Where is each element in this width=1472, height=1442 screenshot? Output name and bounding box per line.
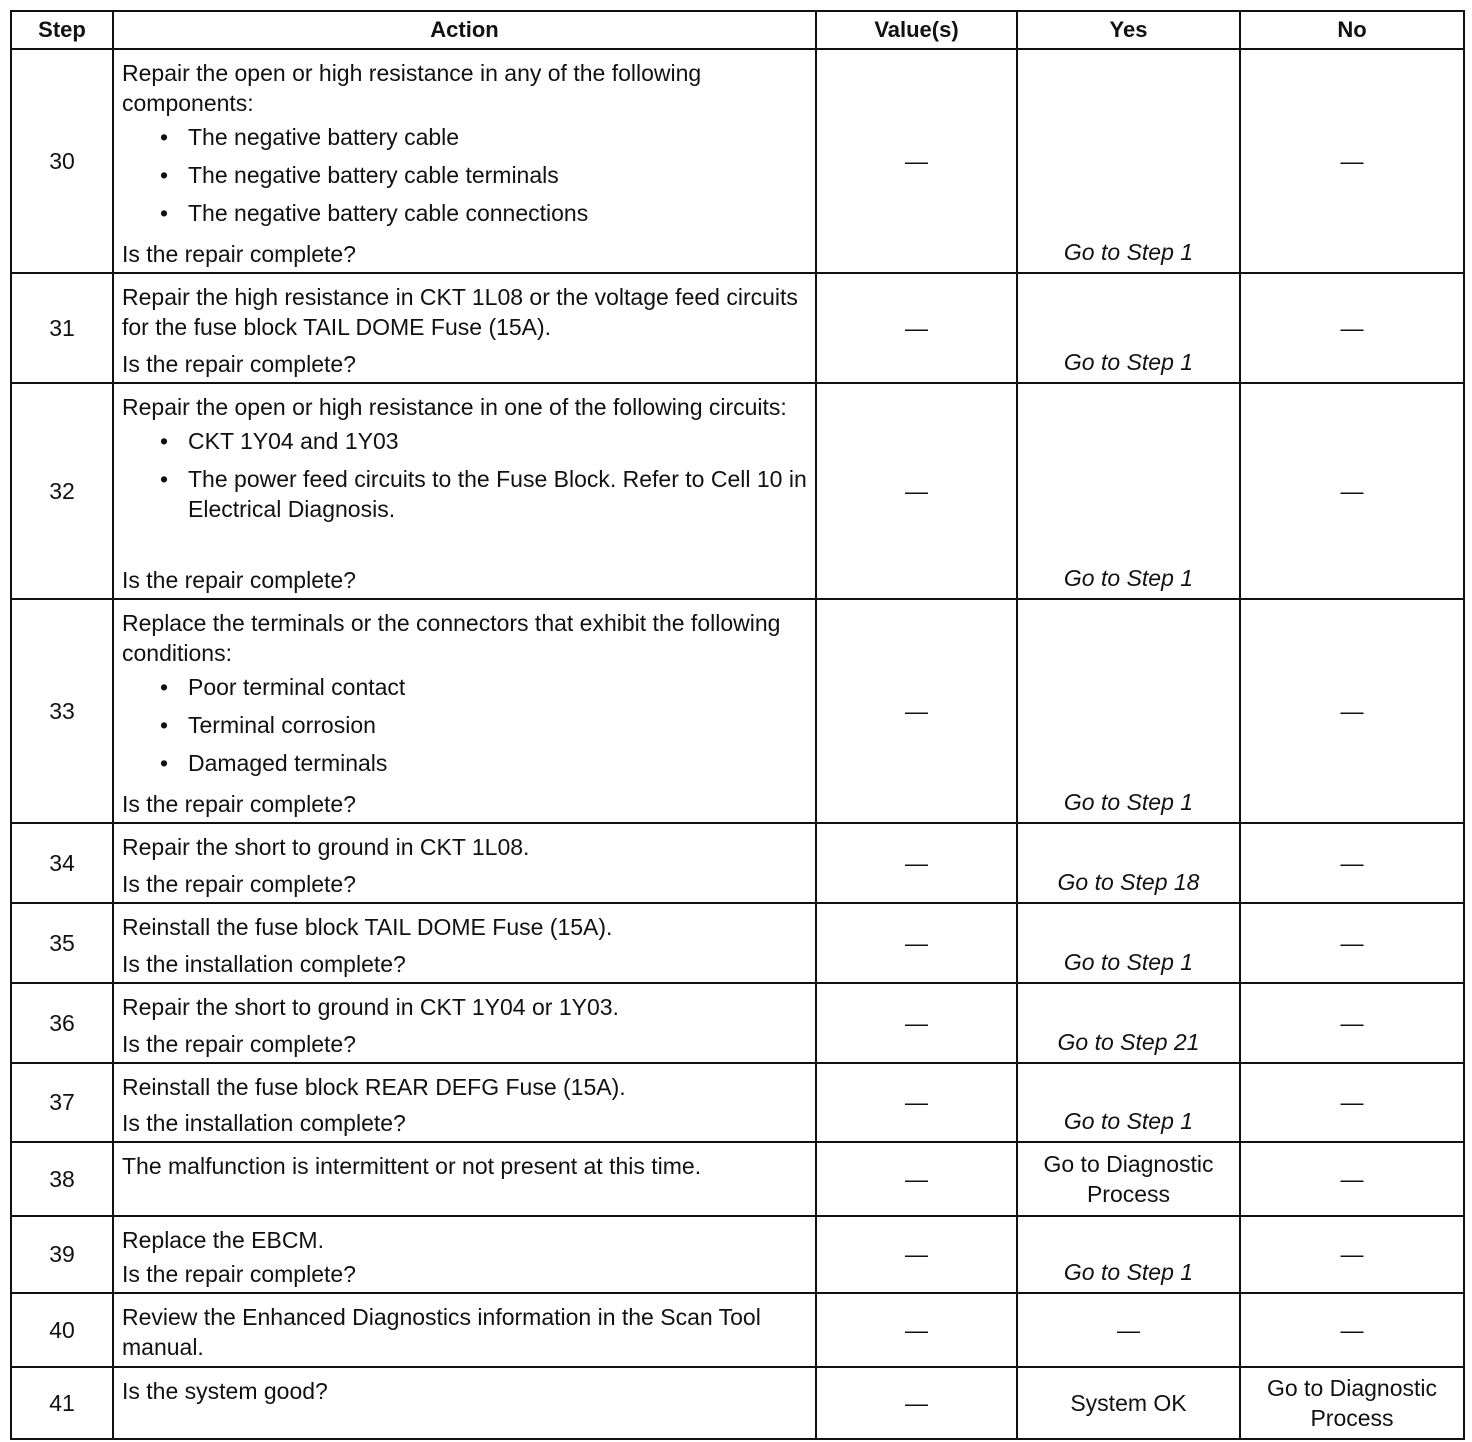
no-cell: — — [1240, 273, 1464, 383]
bullet-icon: • — [160, 124, 169, 150]
table-row — [11, 903, 1464, 983]
yes-cell: Go to Step 21 — [1017, 983, 1240, 1063]
no-cell: — — [1240, 383, 1464, 599]
bullet-list — [122, 122, 807, 228]
step-number: 33 — [11, 599, 113, 823]
list-item: • The power feed circuits to the Fuse Block. Refer to Cell 10 in Electrical Diagnosis. — [160, 466, 807, 522]
action-question: Is the installation complete? — [122, 951, 406, 977]
value-cell: — — [816, 1216, 1017, 1293]
step-number: 36 — [11, 983, 113, 1063]
table-row — [11, 1216, 1464, 1293]
header-no: No — [1240, 11, 1464, 49]
action-question: Is the repair complete? — [122, 791, 356, 817]
bullet-list — [122, 672, 807, 778]
header-yes: Yes — [1017, 11, 1240, 49]
list-item: • Damaged terminals — [160, 750, 388, 776]
action-text: Review the Enhanced Diagnostics information in the Scan Tool manual. — [122, 1304, 761, 1360]
action-question: Is the repair complete? — [122, 241, 356, 267]
bullet-list — [122, 426, 807, 524]
action-cell — [113, 823, 816, 903]
action-text: Repair the open or high resistance in one of the following circuits: — [122, 394, 787, 420]
value-cell: — — [816, 903, 1017, 983]
action-cell — [113, 383, 816, 599]
table-row — [11, 1293, 1464, 1367]
action-text: Replace the EBCM. — [122, 1227, 324, 1253]
table-row — [11, 273, 1464, 383]
list-item: • The negative battery cable connections — [160, 200, 589, 226]
table-row — [11, 823, 1464, 903]
header-action: Action — [113, 11, 816, 49]
no-cell: — — [1240, 1293, 1464, 1367]
action-cell — [113, 1063, 816, 1142]
no-cell: Go to Diagnostic Process — [1240, 1367, 1464, 1439]
yes-cell: System OK — [1017, 1367, 1240, 1439]
table-row — [11, 599, 1464, 823]
bullet-icon: • — [160, 200, 169, 226]
value-cell: — — [816, 383, 1017, 599]
bullet-icon: • — [160, 674, 169, 700]
no-cell: — — [1240, 983, 1464, 1063]
value-cell: — — [816, 1063, 1017, 1142]
value-cell: — — [816, 599, 1017, 823]
value-cell: — — [816, 823, 1017, 903]
header-row — [11, 11, 1464, 49]
list-item: • The negative battery cable terminals — [160, 162, 559, 188]
action-question: Is the repair complete? — [122, 567, 356, 593]
value-cell: — — [816, 1367, 1017, 1439]
table-row — [11, 49, 1464, 273]
diagnostic-table — [10, 10, 1465, 1440]
yes-cell: Go to Step 18 — [1017, 823, 1240, 903]
step-number: 40 — [11, 1293, 113, 1367]
value-cell: — — [816, 1293, 1017, 1367]
action-cell — [113, 273, 816, 383]
step-number: 37 — [11, 1063, 113, 1142]
list-item: • Poor terminal contact — [160, 674, 406, 700]
step-number: 39 — [11, 1216, 113, 1293]
yes-cell: Go to Step 1 — [1017, 1216, 1240, 1293]
no-cell: — — [1240, 903, 1464, 983]
no-cell: — — [1240, 599, 1464, 823]
action-question: Is the repair complete? — [122, 351, 356, 377]
list-item: • The negative battery cable — [160, 124, 460, 150]
action-text: Is the system good? — [122, 1378, 328, 1404]
action-text: Replace the terminals or the connectors that exhibit the following conditions: — [122, 610, 781, 666]
table-row — [11, 1063, 1464, 1142]
bullet-icon: • — [160, 466, 169, 492]
diagnostic-table-page — [10, 10, 1465, 1440]
action-question: Is the installation complete? — [122, 1110, 406, 1136]
value-cell: — — [816, 49, 1017, 273]
list-item: • CKT 1Y04 and 1Y03 — [160, 428, 399, 454]
yes-cell: Go to Step 1 — [1017, 49, 1240, 273]
no-cell: — — [1240, 823, 1464, 903]
value-cell: — — [816, 983, 1017, 1063]
yes-cell: Go to Diagnostic Process — [1017, 1142, 1240, 1216]
no-cell: — — [1240, 49, 1464, 273]
yes-cell: — — [1017, 1293, 1240, 1367]
action-question: Is the repair complete? — [122, 1031, 356, 1057]
action-text: Repair the short to ground in CKT 1Y04 or 1Y03. — [122, 994, 619, 1020]
step-number: 31 — [11, 273, 113, 383]
action-cell — [113, 983, 816, 1063]
bullet-icon: • — [160, 750, 169, 776]
list-item: • Terminal corrosion — [160, 712, 376, 738]
step-number: 35 — [11, 903, 113, 983]
action-text: Reinstall the fuse block REAR DEFG Fuse (15A). — [122, 1074, 626, 1100]
action-question: Is the repair complete? — [122, 1261, 356, 1287]
header-step: Step — [11, 11, 113, 49]
step-number: 30 — [11, 49, 113, 273]
action-text: Repair the short to ground in CKT 1L08. — [122, 834, 530, 860]
table-row — [11, 1367, 1464, 1439]
no-cell: — — [1240, 1216, 1464, 1293]
action-cell — [113, 903, 816, 983]
table-row — [11, 1142, 1464, 1216]
action-text: Repair the open or high resistance in any of the following components: — [122, 60, 702, 116]
action-cell — [113, 1142, 816, 1216]
yes-cell: Go to Step 1 — [1017, 1063, 1240, 1142]
action-text: Repair the high resistance in CKT 1L08 or the voltage feed circuits for the fuse block TAIL DOME Fuse (15A). — [122, 284, 798, 340]
action-question: Is the repair complete? — [122, 871, 356, 897]
bullet-icon: • — [160, 712, 169, 738]
yes-cell: Go to Step 1 — [1017, 903, 1240, 983]
action-text: Reinstall the fuse block TAIL DOME Fuse (15A). — [122, 914, 613, 940]
step-number: 38 — [11, 1142, 113, 1216]
header-values: Value(s) — [816, 11, 1017, 49]
step-number: 34 — [11, 823, 113, 903]
action-cell — [113, 1367, 816, 1439]
step-number: 32 — [11, 383, 113, 599]
value-cell: — — [816, 1142, 1017, 1216]
no-cell: — — [1240, 1063, 1464, 1142]
table-row — [11, 983, 1464, 1063]
action-text: The malfunction is intermittent or not present at this time. — [122, 1153, 702, 1179]
yes-cell: Go to Step 1 — [1017, 383, 1240, 599]
value-cell: — — [816, 273, 1017, 383]
action-cell — [113, 1293, 816, 1367]
step-number: 41 — [11, 1367, 113, 1439]
bullet-icon: • — [160, 428, 169, 454]
action-cell — [113, 49, 816, 273]
action-cell — [113, 1216, 816, 1293]
yes-cell: Go to Step 1 — [1017, 599, 1240, 823]
action-cell — [113, 599, 816, 823]
yes-cell: Go to Step 1 — [1017, 273, 1240, 383]
table-row — [11, 383, 1464, 599]
no-cell: — — [1240, 1142, 1464, 1216]
bullet-icon: • — [160, 162, 169, 188]
